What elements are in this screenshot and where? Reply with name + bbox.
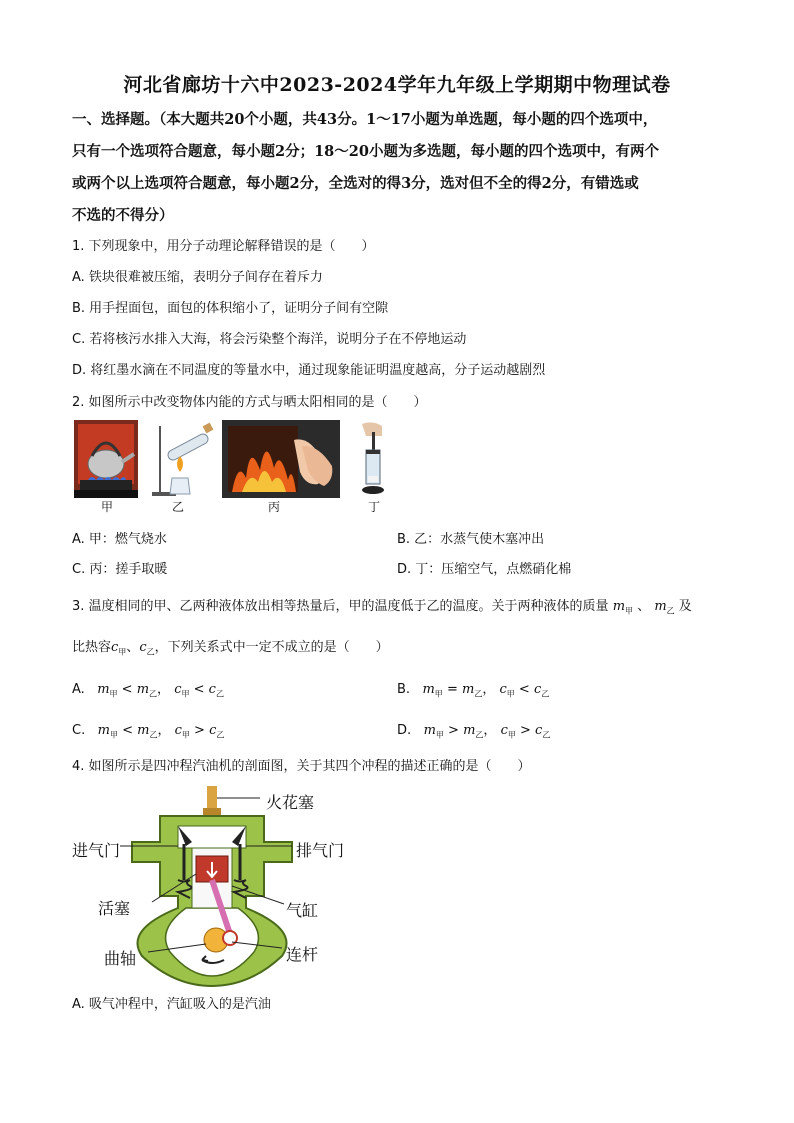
q3-option-d: D. $m_甲 > m_乙$， $c_甲 > c_乙$ [397, 723, 551, 740]
q3-option-a: A. $m_甲 < m_乙$， $c_甲 < c_乙$ [72, 682, 224, 699]
q4-stem: 4. 如图所示是四冲程汽油机的剖面图，关于其四个冲程的描述正确的是（ ） [72, 759, 531, 774]
q1-stem: 1. 下列现象中，用分子动理论解释错误的是（ ） [72, 239, 375, 254]
section-heading [72, 104, 722, 232]
test-tube-apparatus-picture [150, 420, 216, 498]
q1-option-c: C. 若将核污水排入大海，将会污染整个海洋，说明分子在不停地运动 [72, 332, 467, 347]
label-spark-plug: 火花塞 [266, 793, 315, 812]
q3-stem-line2: 比热容$c_甲$、$c_乙$，下列关系式中一定不成立的是（ ） [72, 640, 389, 657]
q2-option-c: C. 丙：搓手取暖 [72, 562, 168, 577]
q2-option-a: A. 甲：燃气烧水 [72, 532, 167, 547]
q2-option-d: D. 丁：压缩空气，点燃硝化棉 [397, 562, 572, 577]
q3-stem-text: 3. 温度相同的甲、乙两种液体放出相等热量后，甲的温度低于乙的温度。关于两种液体的质量 [72, 599, 609, 614]
q2-stem: 2. 如图所示中改变物体内能的方式与晒太阳相同的是（ ） [72, 395, 427, 410]
q3-option-c: C. $m_甲 < m_乙$， $c_甲 > c_乙$ [72, 723, 225, 740]
spark-plug-body [207, 786, 217, 810]
label-intake-valve: 进气门 [72, 841, 121, 860]
section-line: 一、选择题。（本大题共20个小题，共43分。1～17小题为单选题，每小题的四个选项中， [72, 111, 658, 128]
q1-option-a: A. 铁块很难被压缩，表明分子间存在着斥力 [72, 270, 323, 285]
caption-bing: 丙 [268, 500, 281, 514]
label-exhaust-valve: 排气门 [296, 841, 345, 860]
label-cylinder: 气缸 [286, 901, 319, 920]
q1-option-b: B. 用手捏面包，面包的体积缩小了，证明分子间有空隙 [72, 301, 389, 316]
mass-jia: $m_甲$ [612, 599, 634, 616]
q1-option-d: D. 将红墨水滴在不同温度的等量水中，通过现象能证明温度越高，分子运动越剧烈 [72, 363, 546, 378]
heat-jia: $c_甲$ [111, 640, 127, 657]
mass-yi: $m_乙$ [654, 599, 675, 616]
label-connecting-rod: 连杆 [286, 945, 319, 964]
caption-jia: 甲 [101, 500, 114, 514]
rubbing-hands-fire-picture [222, 420, 340, 498]
heat-yi: $c_乙$ [139, 640, 155, 657]
label-piston: 活塞 [98, 899, 131, 918]
section-line: 不选的不得分） [72, 207, 174, 224]
section-line: 或两个以上选项符合题意，每小题2分，全选对的得3分，选对但不全的得2分，有错选或 [72, 175, 639, 192]
caption-ding: 丁 [368, 500, 381, 514]
q2-option-b: B. 乙：水蒸气使木塞冲出 [397, 532, 545, 547]
q3-option-b: B. $m_甲 = m_乙$， $c_甲 < c_乙$ [397, 682, 550, 699]
section-line: 只有一个选项符合题意，每小题2分；18～20小题为多选题，每小题的四个选项中，有两个 [72, 143, 659, 160]
kettle-picture [74, 420, 138, 498]
q3-stem-line1: 3. 温度相同的甲、乙两种液体放出相等热量后，甲的温度低于乙的温度。关于两种液体的质量 $m_甲$ 、 $m_乙$ 及 [72, 599, 692, 616]
page-title: 河北省廊坊十六中2023-2024学年九年级上学期期中物理试卷 [123, 74, 671, 96]
caption-yi: 乙 [172, 500, 185, 514]
q4-option-a: A. 吸气冲程中，汽缸吸入的是汽油 [72, 997, 271, 1012]
label-crankshaft: 曲轴 [104, 949, 137, 968]
air-compression-picture [348, 420, 398, 498]
